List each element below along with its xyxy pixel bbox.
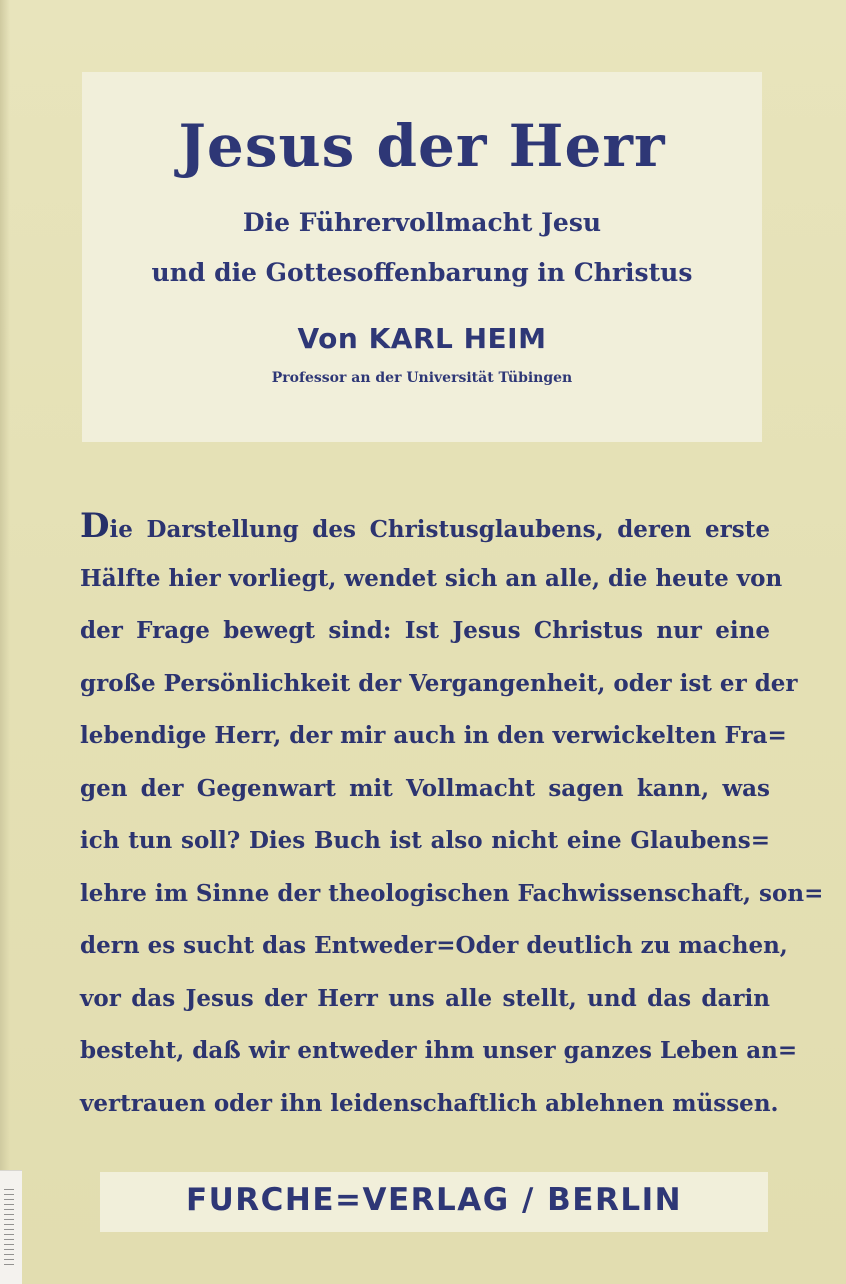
blurb-line: Die Darstellung des Christusglaubens, deren erste <box>80 506 770 546</box>
library-barcode-label <box>0 1170 22 1284</box>
blurb-line: lehre im Sinne der theologischen Fachwissenschaft, son= <box>80 879 824 907</box>
publisher-name: FURCHE=VERLAG / BERLIN <box>185 1182 683 1218</box>
blurb-line: gen der Gegenwart mit Vollmacht sagen kann, was <box>80 774 770 802</box>
author-line: Von KARL HEIM <box>297 322 547 355</box>
blurb-line: ich tun soll? Dies Buch ist also nicht eine Glaubens= <box>80 827 770 854</box>
blurb-line: vertrauen oder ihn leidenschaftlich ablehnen müssen. <box>80 1089 779 1117</box>
barcode-lines <box>4 1185 14 1265</box>
blurb-line: der Frage bewegt sind: Ist Jesus Christus nur eine <box>80 617 770 644</box>
blurb-line: besteht, daß wir entweder ihm unser ganzes Leben an= <box>80 1037 798 1064</box>
blurb-line: lebendige Herr, der mir auch in den verwickelten Fra= <box>80 722 787 749</box>
book-title: Jesus der Herr <box>178 112 666 180</box>
drop-cap: D <box>80 506 110 546</box>
title-panel <box>82 72 762 442</box>
author-affiliation: Professor an der Universität Tübingen <box>271 370 573 386</box>
blurb-line: dern es sucht das Entweder=Oder deutlich zu machen, <box>80 932 788 959</box>
blurb-text <box>80 500 824 1130</box>
subtitle-line-1: Die Führervollmacht Jesu <box>242 208 602 237</box>
blurb-line: Hälfte hier vorliegt, wendet sich an alle, die heute von <box>80 564 783 592</box>
blurb-line: vor das Jesus der Herr uns alle stellt, und das darin <box>80 984 770 1012</box>
blurb-line: große Persönlichkeit der Vergangenheit, oder ist er der <box>80 669 798 697</box>
subtitle-line-2: und die Gottesoffenbarung in Christus <box>151 258 693 287</box>
publisher-panel <box>100 1172 768 1232</box>
spine-shadow <box>0 0 10 1284</box>
